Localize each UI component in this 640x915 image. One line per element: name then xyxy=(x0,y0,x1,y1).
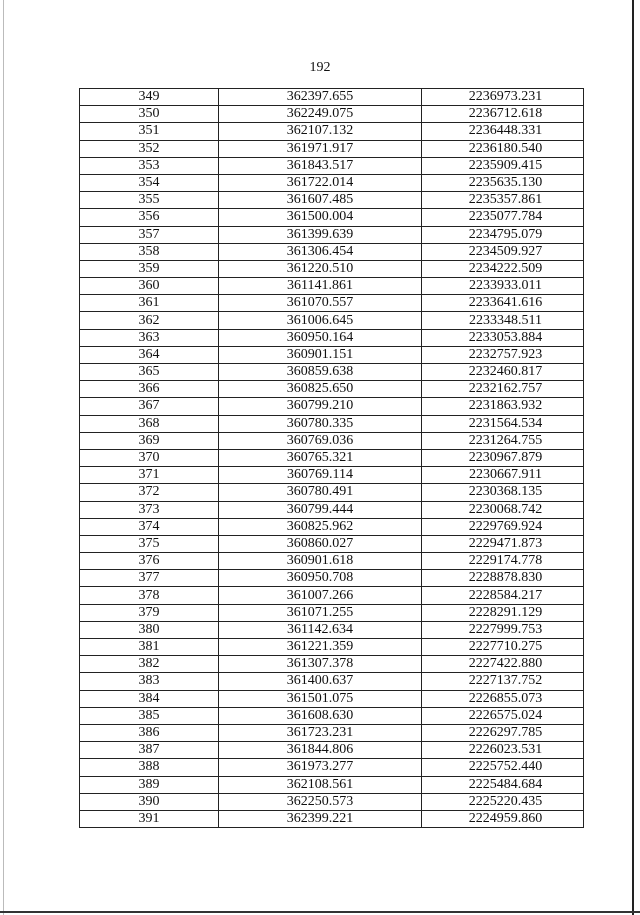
y-coordinate-cell: 2225752.440 xyxy=(422,759,584,776)
scan-edge-right xyxy=(632,0,634,915)
point-number-cell: 376 xyxy=(80,553,219,570)
x-coordinate-cell: 361400.637 xyxy=(219,673,422,690)
point-number-cell: 368 xyxy=(80,415,219,432)
table-row xyxy=(80,776,584,793)
y-coordinate-cell: 2228878.830 xyxy=(422,570,584,587)
y-coordinate-cell: 2235909.415 xyxy=(422,157,584,174)
x-coordinate-cell: 360860.027 xyxy=(219,535,422,552)
coordinate-table xyxy=(79,88,584,828)
table-row xyxy=(80,690,584,707)
y-coordinate-cell: 2227137.752 xyxy=(422,673,584,690)
table-row xyxy=(80,346,584,363)
y-coordinate-cell: 2226023.531 xyxy=(422,742,584,759)
x-coordinate-cell: 361607.485 xyxy=(219,192,422,209)
table-row xyxy=(80,484,584,501)
y-coordinate-cell: 2232162.757 xyxy=(422,381,584,398)
y-coordinate-cell: 2235357.861 xyxy=(422,192,584,209)
point-number-cell: 361 xyxy=(80,295,219,312)
y-coordinate-cell: 2232460.817 xyxy=(422,364,584,381)
x-coordinate-cell: 360825.650 xyxy=(219,381,422,398)
x-coordinate-cell: 361844.806 xyxy=(219,742,422,759)
y-coordinate-cell: 2236973.231 xyxy=(422,89,584,106)
point-number-cell: 381 xyxy=(80,639,219,656)
x-coordinate-cell: 361399.639 xyxy=(219,226,422,243)
x-coordinate-cell: 360901.151 xyxy=(219,346,422,363)
point-number-cell: 370 xyxy=(80,449,219,466)
table-row xyxy=(80,656,584,673)
y-coordinate-cell: 2236712.618 xyxy=(422,106,584,123)
x-coordinate-cell: 361007.266 xyxy=(219,587,422,604)
y-coordinate-cell: 2226855.073 xyxy=(422,690,584,707)
x-coordinate-cell: 360799.210 xyxy=(219,398,422,415)
table-row xyxy=(80,415,584,432)
y-coordinate-cell: 2228291.129 xyxy=(422,604,584,621)
table-row xyxy=(80,364,584,381)
table-row xyxy=(80,501,584,518)
x-coordinate-cell: 360950.164 xyxy=(219,329,422,346)
point-number-cell: 377 xyxy=(80,570,219,587)
y-coordinate-cell: 2225220.435 xyxy=(422,793,584,810)
y-coordinate-cell: 2234509.927 xyxy=(422,243,584,260)
point-number-cell: 379 xyxy=(80,604,219,621)
page-number: 192 xyxy=(309,60,331,75)
table-row xyxy=(80,209,584,226)
x-coordinate-cell: 361608.630 xyxy=(219,707,422,724)
y-coordinate-cell: 2226575.024 xyxy=(422,707,584,724)
table-row xyxy=(80,673,584,690)
table-row xyxy=(80,398,584,415)
x-coordinate-cell: 361071.255 xyxy=(219,604,422,621)
point-number-cell: 357 xyxy=(80,226,219,243)
coordinate-table-body xyxy=(80,89,584,828)
x-coordinate-cell: 360769.114 xyxy=(219,467,422,484)
table-row xyxy=(80,639,584,656)
table-row xyxy=(80,570,584,587)
y-coordinate-cell: 2230368.135 xyxy=(422,484,584,501)
point-number-cell: 350 xyxy=(80,106,219,123)
y-coordinate-cell: 2232757.923 xyxy=(422,346,584,363)
point-number-cell: 382 xyxy=(80,656,219,673)
point-number-cell: 359 xyxy=(80,260,219,277)
point-number-cell: 385 xyxy=(80,707,219,724)
table-row xyxy=(80,329,584,346)
point-number-cell: 391 xyxy=(80,810,219,827)
point-number-cell: 389 xyxy=(80,776,219,793)
point-number-cell: 358 xyxy=(80,243,219,260)
y-coordinate-cell: 2224959.860 xyxy=(422,810,584,827)
point-number-cell: 349 xyxy=(80,89,219,106)
x-coordinate-cell: 362107.132 xyxy=(219,123,422,140)
table-row xyxy=(80,449,584,466)
scan-edge-left xyxy=(3,0,4,915)
x-coordinate-cell: 361843.517 xyxy=(219,157,422,174)
table-row xyxy=(80,467,584,484)
point-number-cell: 367 xyxy=(80,398,219,415)
y-coordinate-cell: 2229769.924 xyxy=(422,518,584,535)
y-coordinate-cell: 2235635.130 xyxy=(422,174,584,191)
point-number-cell: 362 xyxy=(80,312,219,329)
y-coordinate-cell: 2229471.873 xyxy=(422,535,584,552)
point-number-cell: 360 xyxy=(80,278,219,295)
x-coordinate-cell: 362108.561 xyxy=(219,776,422,793)
table-row xyxy=(80,604,584,621)
x-coordinate-cell: 361500.004 xyxy=(219,209,422,226)
x-coordinate-cell: 361973.277 xyxy=(219,759,422,776)
point-number-cell: 386 xyxy=(80,724,219,741)
x-coordinate-cell: 361971.917 xyxy=(219,140,422,157)
table-row xyxy=(80,192,584,209)
point-number-cell: 384 xyxy=(80,690,219,707)
x-coordinate-cell: 361722.014 xyxy=(219,174,422,191)
x-coordinate-cell: 361307.378 xyxy=(219,656,422,673)
x-coordinate-cell: 361142.634 xyxy=(219,621,422,638)
point-number-cell: 356 xyxy=(80,209,219,226)
point-number-cell: 371 xyxy=(80,467,219,484)
table-row xyxy=(80,89,584,106)
point-number-cell: 352 xyxy=(80,140,219,157)
table-row xyxy=(80,295,584,312)
table-row xyxy=(80,243,584,260)
table-row xyxy=(80,759,584,776)
x-coordinate-cell: 362249.075 xyxy=(219,106,422,123)
table-row xyxy=(80,174,584,191)
x-coordinate-cell: 360799.444 xyxy=(219,501,422,518)
table-row xyxy=(80,157,584,174)
table-row xyxy=(80,432,584,449)
x-coordinate-cell: 360859.638 xyxy=(219,364,422,381)
table-row xyxy=(80,278,584,295)
point-number-cell: 378 xyxy=(80,587,219,604)
point-number-cell: 353 xyxy=(80,157,219,174)
y-coordinate-cell: 2230667.911 xyxy=(422,467,584,484)
point-number-cell: 388 xyxy=(80,759,219,776)
point-number-cell: 387 xyxy=(80,742,219,759)
y-coordinate-cell: 2233641.616 xyxy=(422,295,584,312)
table-row xyxy=(80,793,584,810)
x-coordinate-cell: 361070.557 xyxy=(219,295,422,312)
table-row xyxy=(80,810,584,827)
y-coordinate-cell: 2231564.534 xyxy=(422,415,584,432)
x-coordinate-cell: 360950.708 xyxy=(219,570,422,587)
y-coordinate-cell: 2234222.509 xyxy=(422,260,584,277)
x-coordinate-cell: 362399.221 xyxy=(219,810,422,827)
x-coordinate-cell: 362250.573 xyxy=(219,793,422,810)
x-coordinate-cell: 361306.454 xyxy=(219,243,422,260)
scan-edge-bottom xyxy=(0,911,640,913)
y-coordinate-cell: 2227999.753 xyxy=(422,621,584,638)
table-row xyxy=(80,226,584,243)
y-coordinate-cell: 2233933.011 xyxy=(422,278,584,295)
y-coordinate-cell: 2228584.217 xyxy=(422,587,584,604)
point-number-cell: 372 xyxy=(80,484,219,501)
point-number-cell: 374 xyxy=(80,518,219,535)
y-coordinate-cell: 2227710.275 xyxy=(422,639,584,656)
x-coordinate-cell: 360780.491 xyxy=(219,484,422,501)
table-row xyxy=(80,518,584,535)
x-coordinate-cell: 361141.861 xyxy=(219,278,422,295)
y-coordinate-cell: 2236180.540 xyxy=(422,140,584,157)
point-number-cell: 355 xyxy=(80,192,219,209)
table-row xyxy=(80,260,584,277)
y-coordinate-cell: 2229174.778 xyxy=(422,553,584,570)
y-coordinate-cell: 2227422.880 xyxy=(422,656,584,673)
table-row xyxy=(80,621,584,638)
table-row xyxy=(80,312,584,329)
y-coordinate-cell: 2231863.932 xyxy=(422,398,584,415)
point-number-cell: 369 xyxy=(80,432,219,449)
point-number-cell: 364 xyxy=(80,346,219,363)
table-row xyxy=(80,381,584,398)
point-number-cell: 383 xyxy=(80,673,219,690)
y-coordinate-cell: 2236448.331 xyxy=(422,123,584,140)
table-row xyxy=(80,535,584,552)
point-number-cell: 351 xyxy=(80,123,219,140)
table-row xyxy=(80,707,584,724)
y-coordinate-cell: 2235077.784 xyxy=(422,209,584,226)
point-number-cell: 365 xyxy=(80,364,219,381)
point-number-cell: 363 xyxy=(80,329,219,346)
x-coordinate-cell: 360765.321 xyxy=(219,449,422,466)
y-coordinate-cell: 2234795.079 xyxy=(422,226,584,243)
point-number-cell: 354 xyxy=(80,174,219,191)
x-coordinate-cell: 360780.335 xyxy=(219,415,422,432)
x-coordinate-cell: 360901.618 xyxy=(219,553,422,570)
y-coordinate-cell: 2226297.785 xyxy=(422,724,584,741)
x-coordinate-cell: 360825.962 xyxy=(219,518,422,535)
x-coordinate-cell: 361006.645 xyxy=(219,312,422,329)
y-coordinate-cell: 2230068.742 xyxy=(422,501,584,518)
x-coordinate-cell: 360769.036 xyxy=(219,432,422,449)
x-coordinate-cell: 361501.075 xyxy=(219,690,422,707)
point-number-cell: 390 xyxy=(80,793,219,810)
y-coordinate-cell: 2233053.884 xyxy=(422,329,584,346)
y-coordinate-cell: 2225484.684 xyxy=(422,776,584,793)
point-number-cell: 375 xyxy=(80,535,219,552)
x-coordinate-cell: 362397.655 xyxy=(219,89,422,106)
x-coordinate-cell: 361723.231 xyxy=(219,724,422,741)
table-row xyxy=(80,140,584,157)
y-coordinate-cell: 2233348.511 xyxy=(422,312,584,329)
x-coordinate-cell: 361221.359 xyxy=(219,639,422,656)
table-row xyxy=(80,553,584,570)
x-coordinate-cell: 361220.510 xyxy=(219,260,422,277)
y-coordinate-cell: 2231264.755 xyxy=(422,432,584,449)
table-row xyxy=(80,724,584,741)
table-row xyxy=(80,742,584,759)
table-row xyxy=(80,587,584,604)
table-row xyxy=(80,123,584,140)
table-row xyxy=(80,106,584,123)
point-number-cell: 366 xyxy=(80,381,219,398)
point-number-cell: 380 xyxy=(80,621,219,638)
y-coordinate-cell: 2230967.879 xyxy=(422,449,584,466)
point-number-cell: 373 xyxy=(80,501,219,518)
